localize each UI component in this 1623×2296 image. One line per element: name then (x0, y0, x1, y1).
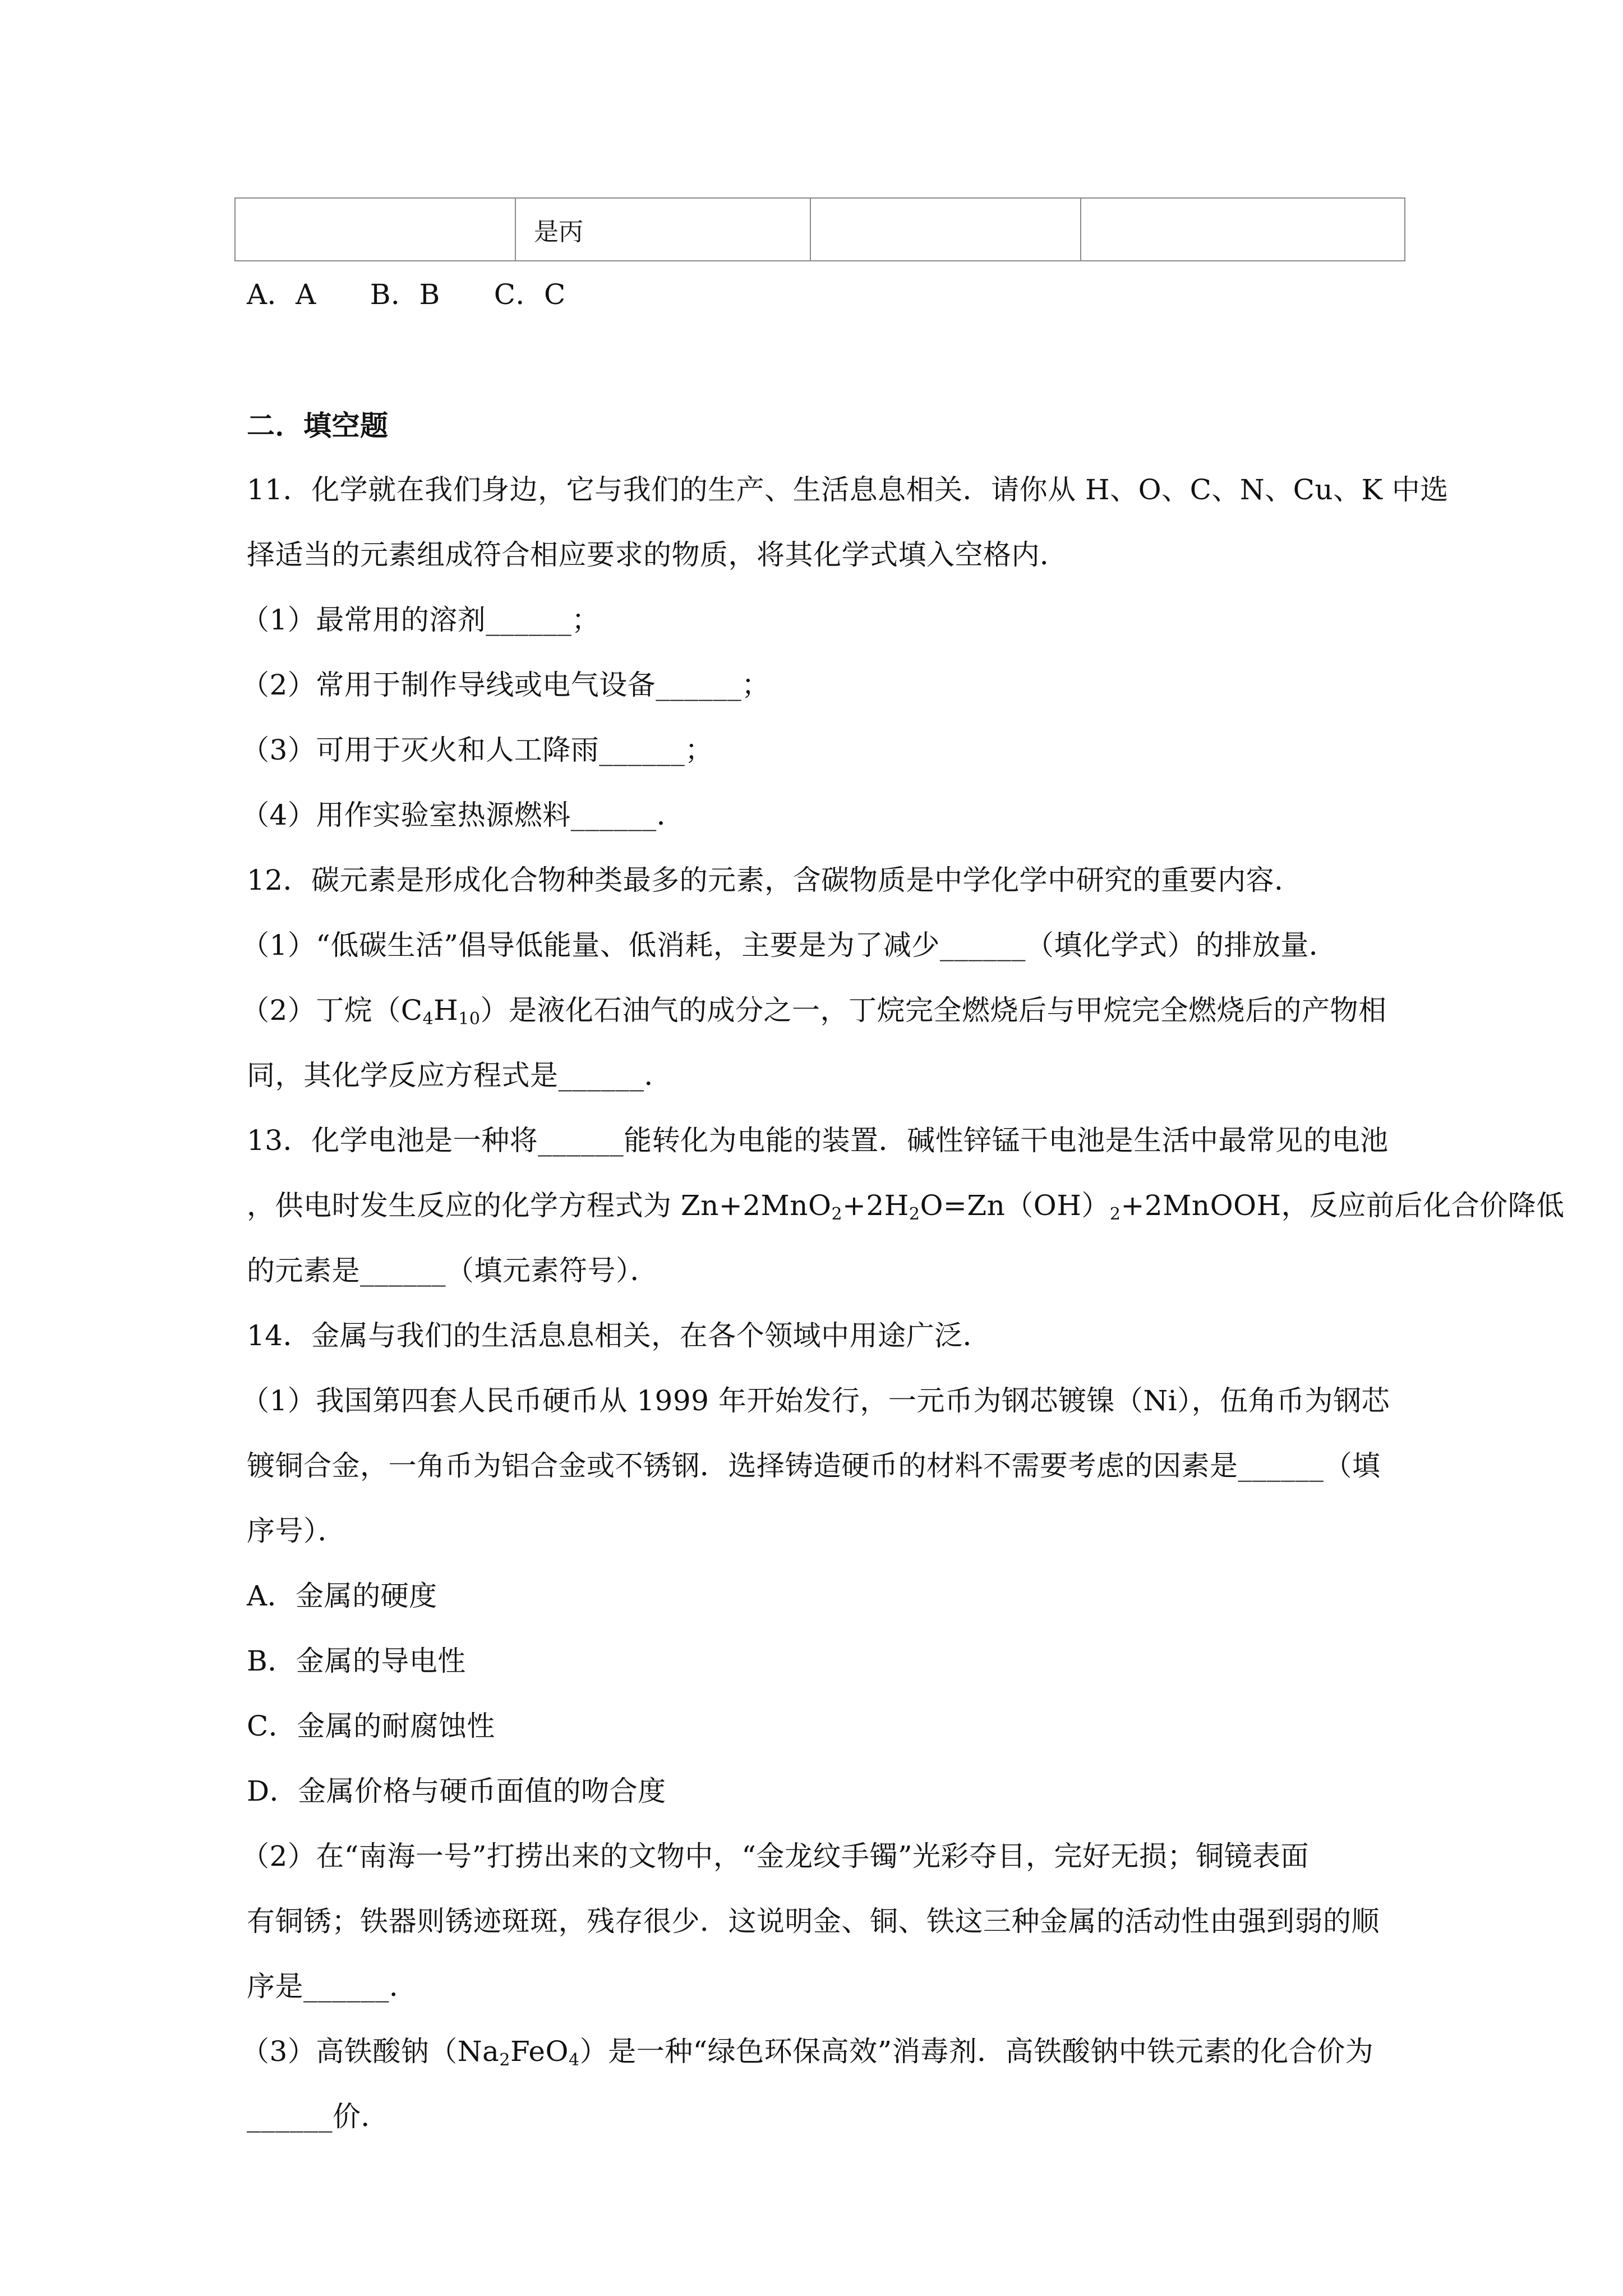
option-table-tail (234, 197, 1405, 261)
q14-part1-line3: 序号）． (247, 1515, 346, 1547)
q14-part1-line1: （1）我国第四套人民币硬币从 1999 年开始发行，一元币为钢芯镀镍（Ni），伍角币为钢芯 (241, 1384, 1390, 1417)
q13-line2: ，供电时发生反应的化学方程式为 $Zn+2MnO_2+2H_2O=Zn(OH)_2+2MnOOH$，反应前后化合价降低 (247, 1189, 1565, 1224)
table-cell (1081, 198, 1405, 261)
q11-item-4: （4）用作实验室热源燃料______． (241, 799, 685, 831)
choice-c: C．C (494, 278, 566, 311)
q13-line1: 13．化学电池是一种将______能转化为电能的装置．碱性锌锰干电池是生活中最常见的电池 (247, 1124, 1389, 1157)
q13-line3: 的元素是______（填元素符号）． (247, 1254, 658, 1287)
q14-option-a: A．金属的硬度 (247, 1580, 437, 1612)
q14-part1-line2: 镀铜合金，一角币为铝合金或不锈钢．选择铸造硬币的材料不需要考虑的因素是______（填 (247, 1450, 1381, 1482)
q14-stem: 14．金属与我们的生活息息相关，在各个领域中用途广泛． (247, 1319, 992, 1352)
q12-item-2-cont: 同，其化学反应方程式是______． (247, 1059, 672, 1092)
q14-option-b: B．金属的导电性 (247, 1645, 466, 1677)
table-cell (810, 198, 1081, 261)
q11-item-2: （2）常用于制作导线或电气设备______； (241, 669, 770, 701)
q12-stem: 12．碳元素是形成化合物种类最多的元素，含碳物质是中学化学中研究的重要内容． (247, 864, 1303, 896)
q14-option-d: D．金属价格与硬币面值的吻合度 (247, 1775, 666, 1807)
q10-choices (247, 276, 620, 313)
q14-part3-line2: ______价． (247, 2100, 389, 2133)
q14-part3-line1: （3）高铁酸钠$(Na_2FeO_4)$是一种“绿色环保高效”消毒剂．高铁酸钠中铁元素的化合价为 (241, 2035, 1374, 2070)
table-row (235, 198, 1405, 261)
q14-part2-line1: （2）在“南海一号”打捞出来的文物中，“金龙纹手镯”光彩夺目，完好无损；铜镜表面 (241, 1840, 1310, 1872)
q11-stem-line2: 择适当的元素组成符合相应要求的物质，将其化学式填入空格内． (247, 539, 1068, 571)
q11-item-1: （1）最常用的溶剂______； (241, 604, 600, 636)
q14-option-c: C．金属的耐腐蚀性 (247, 1710, 495, 1742)
table-cell (235, 198, 515, 261)
q11-item-3: （3）可用于灭火和人工降雨______； (241, 734, 713, 766)
choice-b: B．B (370, 278, 440, 311)
section-title: 二．填空题 (247, 409, 389, 442)
q14-part2-line3: 序是______． (247, 1970, 418, 2003)
choice-a: A．A (247, 278, 316, 311)
q11-stem-line1: 11．化学就在我们身边，它与我们的生产、生活息息相关．请你从 H、O、C、N、Cu、K 中选 (247, 473, 1449, 506)
q12-item-1: （1）“低碳生活”倡导低能量、低消耗，主要是为了减少______（填化学式）的排放量． (241, 929, 1338, 961)
q12-item-2: （2）丁烷$(C_4H_{10})$是液化石油气的成分之一，丁烷完全燃烧后与甲烷完全燃烧后的产物相 (241, 994, 1387, 1029)
table-cell: 是丙 (515, 198, 810, 261)
q14-part2-line2: 有铜锈；铁器则锈迹斑斑，残存很少．这说明金、铜、铁这三种金属的活动性由强到弱的顺 (247, 1905, 1380, 1938)
